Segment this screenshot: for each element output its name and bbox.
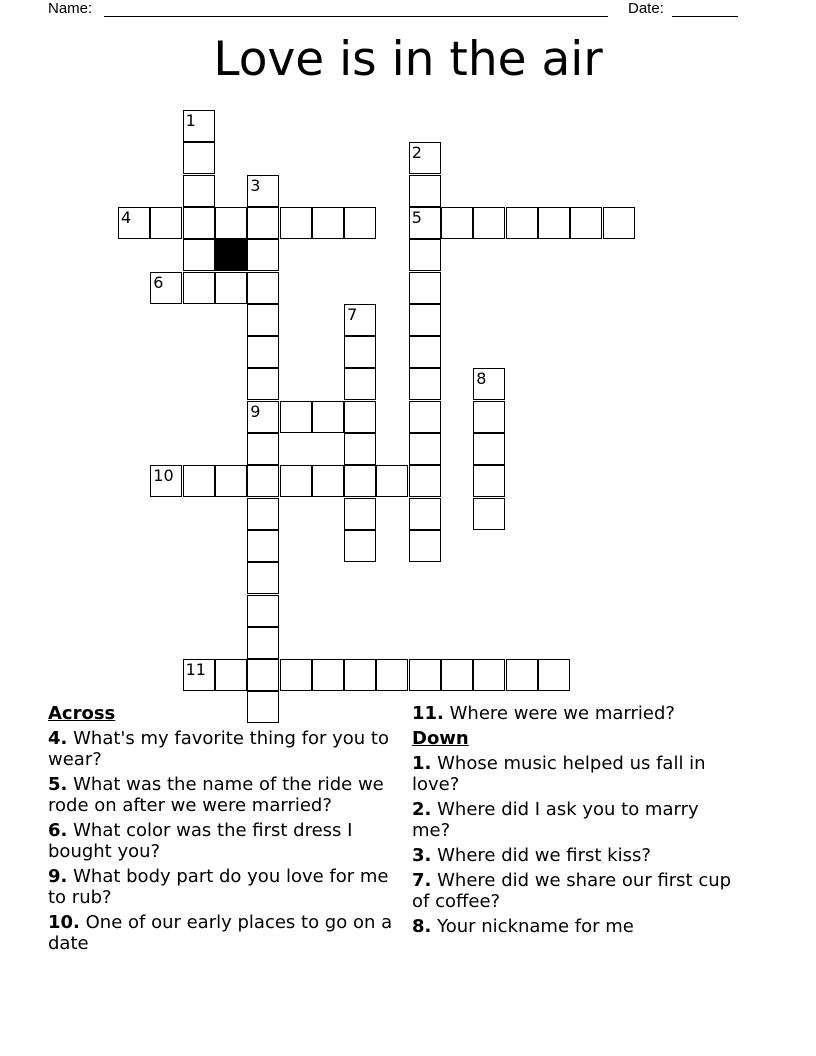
clue-number-label: 3 [250, 175, 261, 195]
grid-cell[interactable] [473, 207, 505, 239]
grid-cell[interactable] [538, 659, 570, 691]
grid-cell[interactable] [183, 207, 215, 239]
grid-cell[interactable] [215, 207, 247, 239]
grid-cell[interactable] [538, 207, 570, 239]
grid-cell[interactable] [247, 368, 279, 400]
grid-cell[interactable] [247, 304, 279, 336]
grid-cell[interactable] [473, 498, 505, 530]
grid-cell[interactable] [215, 659, 247, 691]
grid-cell[interactable] [183, 272, 215, 304]
down-heading: Down [412, 728, 469, 749]
grid-cell[interactable] [183, 239, 215, 271]
grid-cell[interactable] [312, 465, 344, 497]
grid-cell[interactable] [409, 659, 441, 691]
grid-cell[interactable] [376, 659, 408, 691]
grid-block [215, 239, 247, 271]
clue-across-10: 10. One of our early places to go on a date [48, 912, 393, 954]
clue-number-label: 2 [411, 143, 422, 163]
grid-cell[interactable] [344, 465, 376, 497]
grid-cell[interactable] [376, 465, 408, 497]
clue-number-label: 8 [476, 369, 487, 389]
name-label: Name: [48, 0, 93, 17]
clue-number-label: 1 [185, 111, 196, 130]
clue-number-label: 11 [185, 660, 206, 680]
grid-cell[interactable] [280, 207, 312, 239]
grid-cell[interactable] [603, 207, 635, 239]
grid-cell[interactable] [247, 207, 279, 239]
grid-cell[interactable] [247, 562, 279, 594]
grid-cell[interactable] [441, 659, 473, 691]
grid-cell[interactable] [280, 659, 312, 691]
grid-cell[interactable] [409, 401, 441, 433]
grid-cell[interactable] [344, 336, 376, 368]
clue-across-11: 11. Where were we married? [412, 703, 675, 724]
clue-number-label: 5 [411, 207, 422, 227]
grid-cell[interactable] [150, 207, 182, 239]
clue-across-5: 5. What was the name of the ride we rode on after we were married? [48, 774, 384, 816]
grid-cell[interactable] [215, 272, 247, 304]
grid-cell[interactable] [344, 368, 376, 400]
grid-cell[interactable] [409, 272, 441, 304]
grid-cell[interactable] [473, 433, 505, 465]
grid-cell[interactable] [344, 401, 376, 433]
clue-across-9: 9. What body part do you love for me to rub? [48, 866, 389, 908]
grid-cell[interactable] [344, 659, 376, 691]
grid-cell[interactable] [409, 239, 441, 271]
grid-cell[interactable] [247, 465, 279, 497]
date-label: Date: [628, 0, 664, 17]
grid-cell[interactable] [183, 175, 215, 207]
grid-cell[interactable] [409, 304, 441, 336]
clue-down-7: 7. Where did we share our first cup of coffee? [412, 870, 732, 912]
clue-number-label: 6 [153, 272, 164, 292]
grid-cell[interactable] [247, 336, 279, 368]
grid-cell[interactable] [570, 207, 602, 239]
clue-down-1: 1. Whose music helped us fall in love? [412, 753, 706, 795]
grid-cell[interactable] [183, 142, 215, 174]
clue-down-8: 8. Your nickname for me [412, 916, 634, 937]
grid-cell[interactable] [312, 659, 344, 691]
across-heading: Across [48, 703, 116, 724]
grid-cell[interactable] [247, 498, 279, 530]
grid-cell[interactable] [409, 530, 441, 562]
grid-cell[interactable] [247, 627, 279, 659]
grid-cell[interactable] [247, 272, 279, 304]
grid-cell[interactable] [215, 465, 247, 497]
grid-cell[interactable] [312, 401, 344, 433]
grid-cell[interactable] [473, 465, 505, 497]
grid-cell[interactable] [344, 433, 376, 465]
clues-right-column [412, 703, 742, 941]
grid-cell[interactable] [441, 207, 473, 239]
clue-number-label: 9 [250, 401, 261, 421]
clue-number-label: 4 [121, 207, 132, 227]
grid-cell[interactable] [247, 595, 279, 627]
clues-left-column [48, 703, 398, 958]
grid-cell[interactable] [247, 530, 279, 562]
grid-cell[interactable] [409, 368, 441, 400]
grid-cell[interactable] [344, 207, 376, 239]
grid-cell[interactable] [409, 336, 441, 368]
clue-across-4: 4. What's my favorite thing for you to wear? [48, 728, 390, 770]
page-title: Love is in the air [213, 32, 603, 87]
grid-cell[interactable] [247, 659, 279, 691]
grid-cell[interactable] [312, 207, 344, 239]
grid-cell[interactable] [506, 207, 538, 239]
clue-number-label: 10 [153, 466, 174, 486]
grid-cell[interactable] [344, 530, 376, 562]
grid-cell[interactable] [247, 239, 279, 271]
grid-cell[interactable] [409, 498, 441, 530]
clue-across-6: 6. What color was the first dress I bought you? [48, 820, 353, 862]
clue-down-2: 2. Where did I ask you to marry me? [412, 799, 699, 841]
grid-cell[interactable] [409, 433, 441, 465]
grid-cell[interactable] [506, 659, 538, 691]
grid-cell[interactable] [473, 401, 505, 433]
grid-cell[interactable] [409, 175, 441, 207]
grid-cell[interactable] [183, 465, 215, 497]
grid-cell[interactable] [280, 401, 312, 433]
grid-cell[interactable] [473, 659, 505, 691]
clue-down-3: 3. Where did we first kiss? [412, 845, 651, 866]
grid-cell[interactable] [409, 465, 441, 497]
grid-cell[interactable] [247, 433, 279, 465]
grid-cell[interactable] [344, 498, 376, 530]
grid-cell[interactable] [280, 465, 312, 497]
clue-number-label: 7 [347, 304, 358, 324]
